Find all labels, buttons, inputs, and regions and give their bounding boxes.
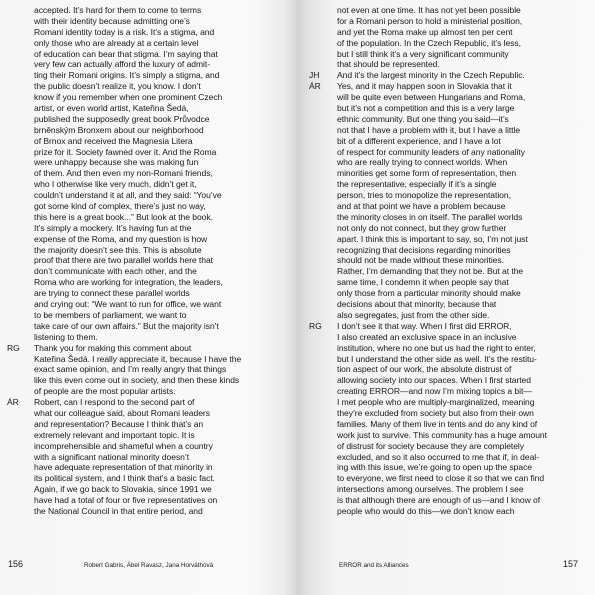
line-text: Kateřina Šedá. I really appreciate it, because I have the: [34, 353, 242, 364]
text-line: [0, 332, 297, 343]
text-line: [297, 92, 595, 103]
speaker-initials: ÁR: [309, 81, 321, 92]
text-line: [297, 288, 595, 299]
line-text: that should be represented.: [337, 59, 440, 70]
text-line: [297, 59, 595, 70]
speaker-initials: RG: [309, 320, 322, 331]
text-line: [0, 452, 297, 463]
text-line: [0, 190, 297, 201]
text-line: [0, 223, 297, 234]
text-line: [0, 49, 297, 60]
text-line: [0, 5, 297, 16]
text-line: [297, 136, 595, 147]
text-line: [0, 462, 297, 473]
text-line: [297, 484, 595, 495]
line-text: of the population. In the Czech Republic, it’s less,: [337, 37, 521, 48]
line-text: only those who are already at a certain level: [34, 37, 199, 48]
text-line: [0, 38, 297, 49]
line-text: with a significant national minority doesn’t: [34, 451, 190, 462]
line-text: don’t communicate with each other, and the: [34, 266, 197, 277]
text-line: [0, 277, 297, 288]
line-text: I met people who are multiply-marginalized, meaning: [337, 397, 535, 408]
line-text: will be quite even between Hungarians and Roma,: [337, 92, 526, 103]
line-text: not that I have a problem with it, but I have a little: [337, 124, 521, 135]
line-text: accepted. It’s hard for them to come to terms: [34, 5, 202, 15]
line-text: prize for it. Society fawned over it. And the Roma: [34, 146, 217, 157]
speaker-initials: JH: [309, 70, 320, 81]
line-text: I don’t see it that way. When I first did ERROR,: [337, 320, 512, 331]
line-text: artist, or even world artist, Kateřina Šedá,: [34, 103, 189, 114]
text-line: [0, 441, 297, 452]
text-line: [0, 408, 297, 419]
text-line: [297, 441, 595, 452]
line-text: its political system, and I think that’s a basic fact.: [34, 473, 215, 484]
text-line: [0, 495, 297, 506]
line-text: apart. I think this is important to say, so, I’m not just: [337, 233, 528, 244]
line-text: who I otherwise like very much, didn’t get it,: [34, 179, 197, 190]
line-text: of distrust for society because they are completely: [337, 440, 524, 451]
line-text: to be members of parliament, we want to: [34, 309, 187, 320]
text-line: [0, 397, 297, 408]
text-line: [297, 190, 595, 201]
text-line: [297, 114, 595, 125]
text-line: [297, 452, 595, 463]
line-text: like this even come out in society, and then these kinds: [34, 375, 240, 386]
text-line: [297, 408, 595, 419]
text-line: [297, 223, 595, 234]
text-line: [0, 125, 297, 136]
text-line: [297, 70, 595, 81]
text-line: [297, 103, 595, 114]
text-line: [0, 375, 297, 386]
line-text: but I understand the other side as well. It’s the restitu-: [337, 353, 537, 364]
text-line: [0, 234, 297, 245]
right-page-number: 157: [563, 559, 579, 569]
text-line: [297, 419, 595, 430]
line-text: and crying out: “We want to run for office, we want: [34, 299, 222, 310]
text-line: [297, 49, 595, 60]
text-line: [297, 364, 595, 375]
line-text: are trying to connect these parallel worlds: [34, 288, 190, 299]
text-line: [297, 5, 595, 16]
text-line: [297, 38, 595, 49]
left-page-text: [0, 5, 297, 517]
line-text: and representation? Because I think that’s an: [34, 418, 204, 429]
line-text: of them. And then even my non-Romani friends,: [34, 168, 213, 179]
text-line: [297, 354, 595, 365]
text-line: [0, 288, 297, 299]
line-text: Rather, I’m demanding that they not be. But at the: [337, 266, 524, 277]
text-line: [297, 495, 595, 506]
line-text: got some kind of complex, there’s just no way,: [34, 201, 206, 212]
line-text: what our colleague said, about Romani leaders: [34, 407, 210, 418]
line-text: very few can actually afford the luxury of admit-: [34, 59, 211, 70]
text-line: [0, 147, 297, 158]
text-line: [297, 473, 595, 484]
text-line: [0, 157, 297, 168]
left-page-number: 156: [8, 559, 24, 569]
text-line: [0, 430, 297, 441]
line-text: the minority closes in on itself. The parallel worlds: [337, 211, 523, 222]
text-line: [297, 462, 595, 473]
line-text: the representative, especially if it’s a single: [337, 179, 497, 190]
line-text: extremely relevant and important topic. It is: [34, 429, 195, 440]
line-text: listening to them.: [34, 331, 98, 342]
text-line: [0, 386, 297, 397]
line-text: ethnic community. But one thing you said—it’s: [337, 113, 509, 124]
line-text: not only do not connect, but they grow further: [337, 222, 507, 233]
text-line: [297, 332, 595, 343]
text-line: [297, 125, 595, 136]
line-text: for a Romani person to hold a ministerial position,: [337, 15, 523, 26]
line-text: person, tries to monopolize the representation,: [337, 190, 511, 201]
text-line: [297, 234, 595, 245]
text-line: [0, 168, 297, 179]
text-line: [0, 136, 297, 147]
line-text: the majority doesn’t see this. This is absolute: [34, 244, 202, 255]
line-text: but I still think it’s a very significant community: [337, 48, 509, 59]
text-line: [297, 430, 595, 441]
text-line: [297, 255, 595, 266]
line-text: tion aspect of our work, the absolute distrust of: [337, 364, 512, 375]
text-line: [297, 321, 595, 332]
line-text: and yet the Roma make up almost ten per cent: [337, 26, 513, 37]
line-text: to everyone, we first need to close it so that we can find: [337, 473, 545, 484]
text-line: [297, 386, 595, 397]
text-line: [0, 266, 297, 277]
text-line: [297, 375, 595, 386]
line-text: of respect for community leaders of any nationality: [337, 146, 525, 157]
line-text: were unhappy because she was making fun: [34, 157, 199, 168]
line-text: should not be made without these minorities.: [337, 255, 504, 266]
line-text: recognizing that decisions regarding minorities: [337, 244, 511, 255]
line-text: not even at one time. It has not yet been possible: [337, 5, 521, 15]
text-line: [297, 27, 595, 38]
text-line: [297, 266, 595, 277]
line-text: minorities get some form of representation, then: [337, 168, 517, 179]
line-text: creating ERROR—and now I’m mixing topics a bit—: [337, 386, 532, 397]
line-text: but it’s not a competition and this is a very large: [337, 103, 515, 114]
line-text: also segregates, just from the other side.: [337, 309, 490, 320]
line-text: excluded, and so it also occurred to me that if, in deal-: [337, 451, 539, 462]
text-line: [297, 16, 595, 27]
line-text: institution, where no one but us had the right to enter,: [337, 342, 536, 353]
text-line: [297, 157, 595, 168]
line-text: people who would do this—we don’t know each: [337, 505, 515, 516]
text-line: [0, 245, 297, 256]
line-text: the National Council in that entire period, and: [34, 505, 203, 516]
left-running-foot: Robert Gabris, Ábel Ravasz, Jana Horváthová: [84, 562, 214, 569]
line-text: of people are the most popular artists.: [34, 386, 176, 397]
line-text: this here is a great book...” But look at the book.: [34, 211, 213, 222]
line-text: I also created an exclusive space in an inclusive: [337, 331, 517, 342]
line-text: Again, if we go back to Slovakia, since 1991 we: [34, 484, 212, 495]
line-text: Robert, can I respond to the second part of: [34, 397, 195, 408]
line-text: bit of a different experience, and I have a lot: [337, 135, 501, 146]
text-line: [297, 299, 595, 310]
line-text: of Brnox and received the Magnesia Litera: [34, 135, 193, 146]
line-text: allowing society into our spaces. When I first started: [337, 375, 531, 386]
text-line: [297, 212, 595, 223]
text-line: [0, 484, 297, 495]
text-line: [0, 321, 297, 332]
line-text: they’re excluded from society but also from their own: [337, 407, 534, 418]
text-line: [0, 310, 297, 321]
line-text: ing with this issue, we’re going to open up the space: [337, 462, 533, 473]
line-text: only those from a particular minority should make: [337, 288, 521, 299]
line-text: ting their Romani origins. It’s simply a stigma, and: [34, 70, 220, 81]
line-text: know if you remember when one prominent Czech: [34, 92, 223, 103]
text-line: [0, 70, 297, 81]
text-line: [297, 397, 595, 408]
line-text: work just to survive. This community has a huge amount: [337, 429, 547, 440]
line-text: have adequate representation of that minority in: [34, 462, 213, 473]
line-text: Romani identity today is a risk. It’s a stigma, and: [34, 26, 215, 37]
line-text: same time, I condemn it when people say that: [337, 277, 509, 288]
text-line: [0, 354, 297, 365]
line-text: Yes, and it may happen soon in Slovakia that it: [337, 81, 512, 92]
line-text: brněnským Bronxem about our neighborhood: [34, 124, 204, 135]
right-running-foot: ERROR and its Alliances: [339, 562, 409, 569]
line-text: proof that there are two parallel worlds here that: [34, 255, 213, 266]
text-line: [0, 343, 297, 354]
text-line: [0, 419, 297, 430]
text-line: [0, 16, 297, 27]
text-line: [297, 147, 595, 158]
text-line: [297, 201, 595, 212]
speaker-initials: ÁR: [7, 397, 19, 408]
text-line: [0, 212, 297, 223]
text-line: [0, 364, 297, 375]
text-line: [297, 179, 595, 190]
line-text: is that although there are enough of us—and I know of: [337, 495, 541, 506]
text-line: [297, 245, 595, 256]
line-text: decisions about that minority, because that: [337, 299, 497, 310]
text-line: [297, 168, 595, 179]
text-line: [0, 473, 297, 484]
text-line: [0, 114, 297, 125]
text-line: [297, 81, 595, 92]
left-page: [0, 0, 297, 595]
text-line: [0, 59, 297, 70]
speaker-initials: RG: [7, 342, 20, 353]
text-line: [297, 506, 595, 517]
line-text: published the supposedly great book Průvodce: [34, 113, 210, 124]
line-text: Thank you for making this comment about: [34, 342, 192, 353]
line-text: who are really trying to connect worlds. When: [337, 157, 508, 168]
line-text: have had a total of four or five representatives on: [34, 495, 218, 506]
text-line: [297, 277, 595, 288]
line-text: and at that point we have a problem because: [337, 201, 506, 212]
line-text: take care of our own affairs.” But the majority isn’t: [34, 320, 219, 331]
text-line: [0, 92, 297, 103]
line-text: families. Many of them live in tents and do any kind of: [337, 418, 538, 429]
line-text: with their identity because admitting one’s: [34, 15, 190, 26]
text-line: [0, 299, 297, 310]
line-text: intersections among ourselves. The problem I see: [337, 484, 524, 495]
right-page-text: [297, 5, 595, 517]
right-page: [297, 0, 595, 595]
line-text: exact same opinion, and I’m really angry that things: [34, 364, 227, 375]
line-text: incomprehensible and shameful when a country: [34, 440, 213, 451]
line-text: Roma who are working for integration, the leaders,: [34, 277, 223, 288]
line-text: couldn’t understand it at all, and they said: “You’ve: [34, 190, 222, 201]
text-line: [297, 310, 595, 321]
text-line: [0, 201, 297, 212]
line-text: of education can bear that stigma. I’m saying that: [34, 48, 218, 59]
text-line: [0, 27, 297, 38]
line-text: It’s simply a mockery. It’s having fun at the: [34, 222, 192, 233]
line-text: the public doesn’t realize it, you know. I don’t: [34, 81, 201, 92]
text-line: [297, 343, 595, 354]
text-line: [0, 103, 297, 114]
text-line: [0, 81, 297, 92]
text-line: [0, 255, 297, 266]
text-line: [0, 506, 297, 517]
line-text: expense of the Roma, and my question is how: [34, 233, 208, 244]
line-text: And it’s the largest minority in the Czech Republic.: [337, 70, 525, 81]
text-line: [0, 179, 297, 190]
